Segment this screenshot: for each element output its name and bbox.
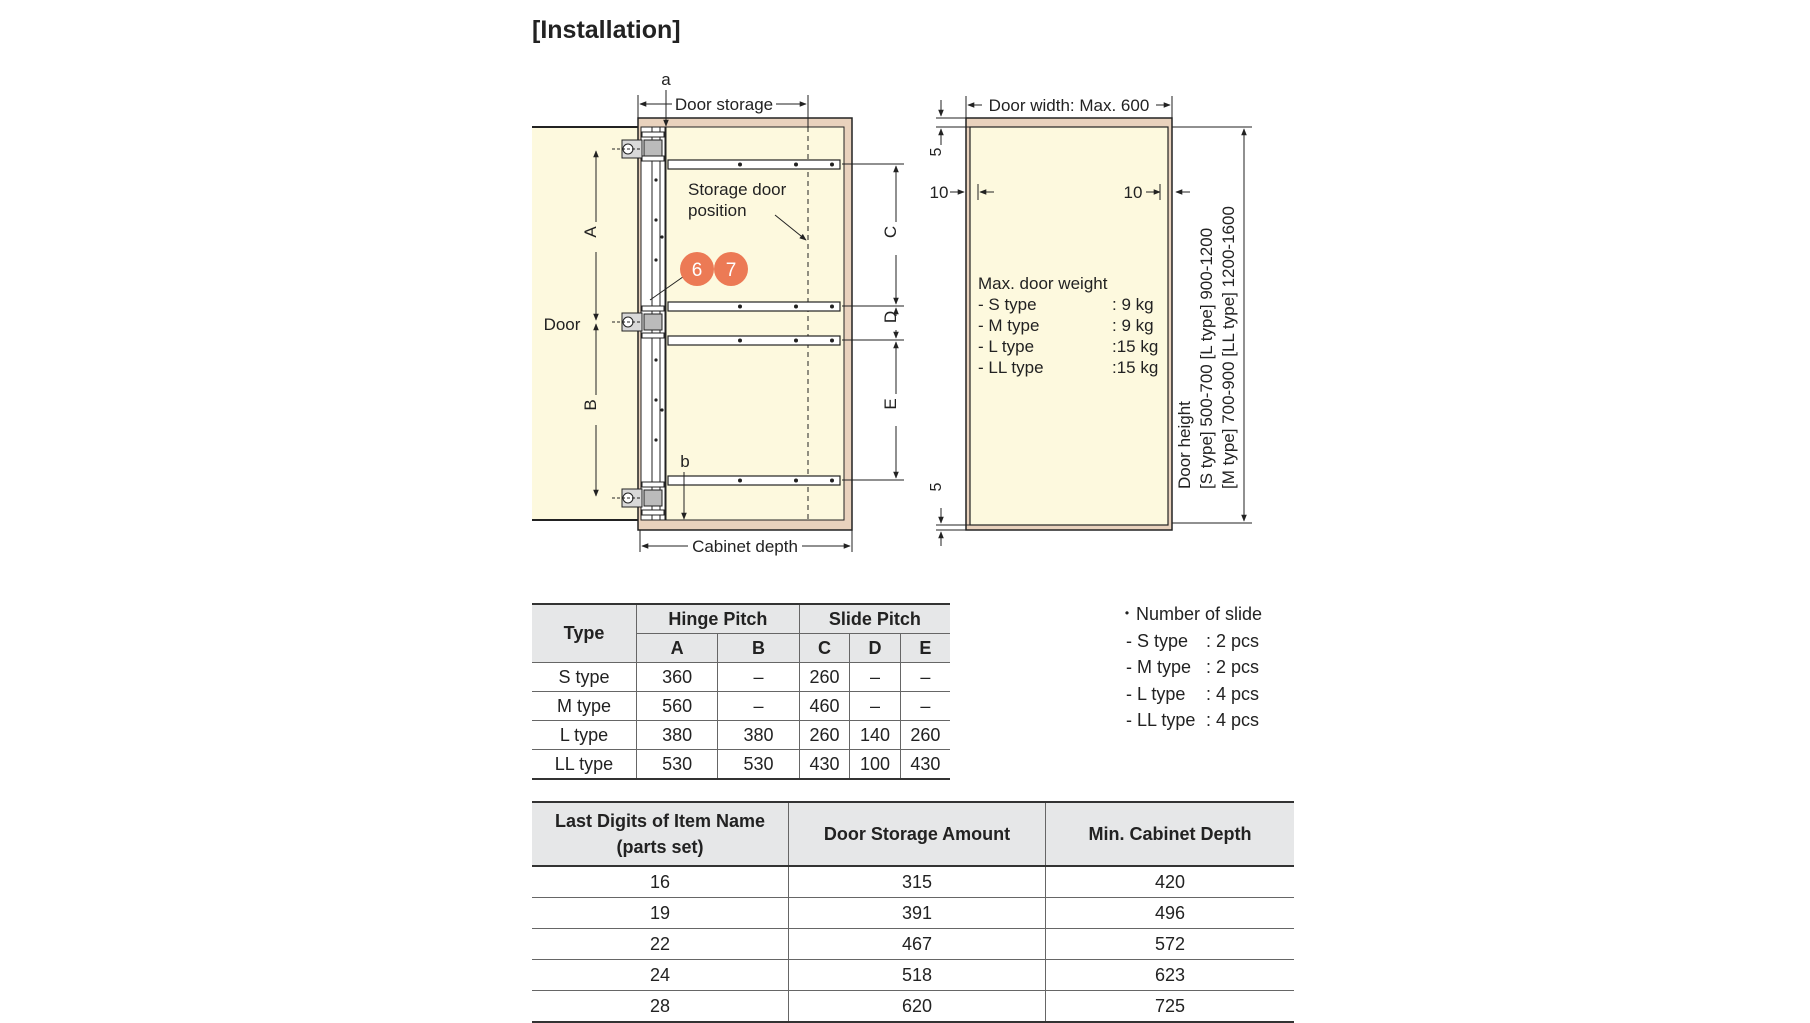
cell: 22	[532, 929, 789, 960]
dim-5-top-label: 5	[928, 147, 945, 157]
weight-value: :15 kg	[1112, 337, 1159, 356]
table-row	[532, 692, 950, 721]
note-type: - L type	[1126, 683, 1186, 704]
note-title: ・Number of slide	[1118, 604, 1263, 624]
cell: 530	[637, 750, 718, 780]
callout-6-label: 6	[691, 260, 703, 281]
cell: LL type	[532, 750, 637, 780]
cell: 430	[799, 750, 850, 780]
weight-value: : 9 kg	[1112, 295, 1154, 314]
door-width-label: Door width: Max. 600	[988, 96, 1150, 115]
cell: 19	[532, 898, 789, 929]
cell: 380	[637, 721, 718, 750]
weight-value: : 9 kg	[1112, 316, 1154, 335]
cell: –	[850, 663, 901, 692]
header-door-storage: Door Storage Amount	[789, 802, 1046, 866]
slide-rail	[668, 336, 840, 345]
cell: 140	[850, 721, 901, 750]
note-value: : 2 pcs	[1206, 630, 1260, 651]
cell: 460	[799, 692, 850, 721]
header-item-name-line1: Last Digits of Item Name	[554, 811, 766, 831]
table-row	[532, 991, 1294, 1023]
door-storage-label: Door storage	[674, 95, 774, 114]
cell: 725	[1046, 991, 1295, 1023]
table-row	[532, 866, 1294, 898]
cell: –	[718, 663, 799, 692]
dim-E-label: E	[881, 398, 900, 410]
table-row	[532, 721, 950, 750]
header-E: E	[900, 634, 950, 663]
section-title: [Installation]	[532, 16, 681, 44]
max-weight-title: Max. door weight	[978, 274, 1108, 293]
cell: 360	[637, 663, 718, 692]
note-type: - LL type	[1126, 710, 1196, 730]
header-type: Type	[532, 604, 637, 663]
header-C: C	[799, 634, 850, 663]
note-value: : 2 pcs	[1206, 657, 1260, 677]
note-item	[1118, 707, 1262, 734]
note-item	[1118, 681, 1262, 708]
slide-rail	[668, 476, 840, 485]
header-hinge-pitch: Hinge Pitch	[637, 604, 800, 634]
note-item	[1118, 654, 1262, 681]
note-type: - M type	[1126, 657, 1192, 677]
dim-A-label: A	[581, 226, 600, 238]
callout-7-label: 7	[725, 260, 737, 281]
weight-type: - M type	[978, 316, 1040, 335]
cell: 315	[789, 866, 1046, 898]
note-value: : 4 pcs	[1206, 710, 1260, 730]
cell: –	[900, 692, 950, 721]
weight-value: :15 kg	[1112, 358, 1159, 377]
label-a: a	[661, 70, 671, 89]
cell: 430	[900, 750, 950, 780]
cell: S type	[532, 663, 637, 692]
dim-5-bottom-label: 5	[928, 482, 945, 492]
cell: 467	[789, 929, 1046, 960]
cell: 28	[532, 991, 789, 1023]
table-row	[532, 929, 1294, 960]
note-type: - S type	[1126, 630, 1189, 651]
header-slide-pitch: Slide Pitch	[799, 604, 950, 634]
cell: 260	[799, 721, 850, 750]
header-min-depth: Min. Cabinet Depth	[1046, 802, 1295, 866]
cell: 518	[789, 960, 1046, 991]
slide-rail	[668, 160, 840, 169]
cell: 420	[1046, 866, 1295, 898]
door-label: Door	[543, 315, 581, 334]
cell: –	[718, 692, 799, 721]
door-height-range-1: [S type] 500-700 [L type] 900-1200	[1197, 227, 1216, 489]
cell: M type	[532, 692, 637, 721]
pitch-table	[532, 603, 950, 780]
cell: 530	[718, 750, 799, 780]
door-height-label: Door height	[1175, 401, 1194, 489]
weight-type: - LL type	[978, 358, 1044, 377]
number-of-slide-note	[1118, 601, 1262, 734]
cell: 572	[1046, 929, 1295, 960]
header-A: A	[637, 634, 718, 663]
cell: 560	[637, 692, 718, 721]
label-b: b	[680, 452, 690, 471]
cell: 24	[532, 960, 789, 991]
cell: L type	[532, 721, 637, 750]
storage-door-position-label-1: Storage door	[688, 180, 787, 199]
cabinet-depth-label: Cabinet depth	[692, 537, 798, 556]
weight-type: - S type	[978, 295, 1037, 314]
header-item-name	[532, 802, 789, 866]
cell: 620	[789, 991, 1046, 1023]
door-height-range-2: [M type] 700-900 [LL type] 1200-1600	[1219, 206, 1238, 489]
storage-door-position-label-2: position	[688, 201, 747, 220]
cell: 16	[532, 866, 789, 898]
header-D: D	[850, 634, 901, 663]
cell: –	[900, 663, 950, 692]
table-row	[532, 960, 1294, 991]
dim-C-label: C	[881, 225, 900, 239]
table-row	[532, 750, 950, 780]
cell: –	[850, 692, 901, 721]
dim-B-label: B	[581, 399, 600, 411]
dim-D-label: D	[881, 310, 900, 324]
note-value: : 4 pcs	[1206, 683, 1260, 704]
dim-10-left-label: 10	[929, 183, 949, 202]
header-B: B	[718, 634, 799, 663]
dim-10-right-label: 10	[1123, 183, 1143, 202]
header-item-name-line2: (parts set)	[616, 837, 704, 857]
cell: 260	[900, 721, 950, 750]
cell: 380	[718, 721, 799, 750]
item-table	[532, 801, 1294, 1023]
table-row	[532, 663, 950, 692]
slide-rail	[668, 302, 840, 311]
cell: 391	[789, 898, 1046, 929]
cell: 623	[1046, 960, 1295, 991]
weight-type: - L type	[978, 337, 1035, 356]
cell: 100	[850, 750, 901, 780]
note-item	[1118, 628, 1262, 655]
table-row	[532, 898, 1294, 929]
cell: 260	[799, 663, 850, 692]
cell: 496	[1046, 898, 1295, 929]
